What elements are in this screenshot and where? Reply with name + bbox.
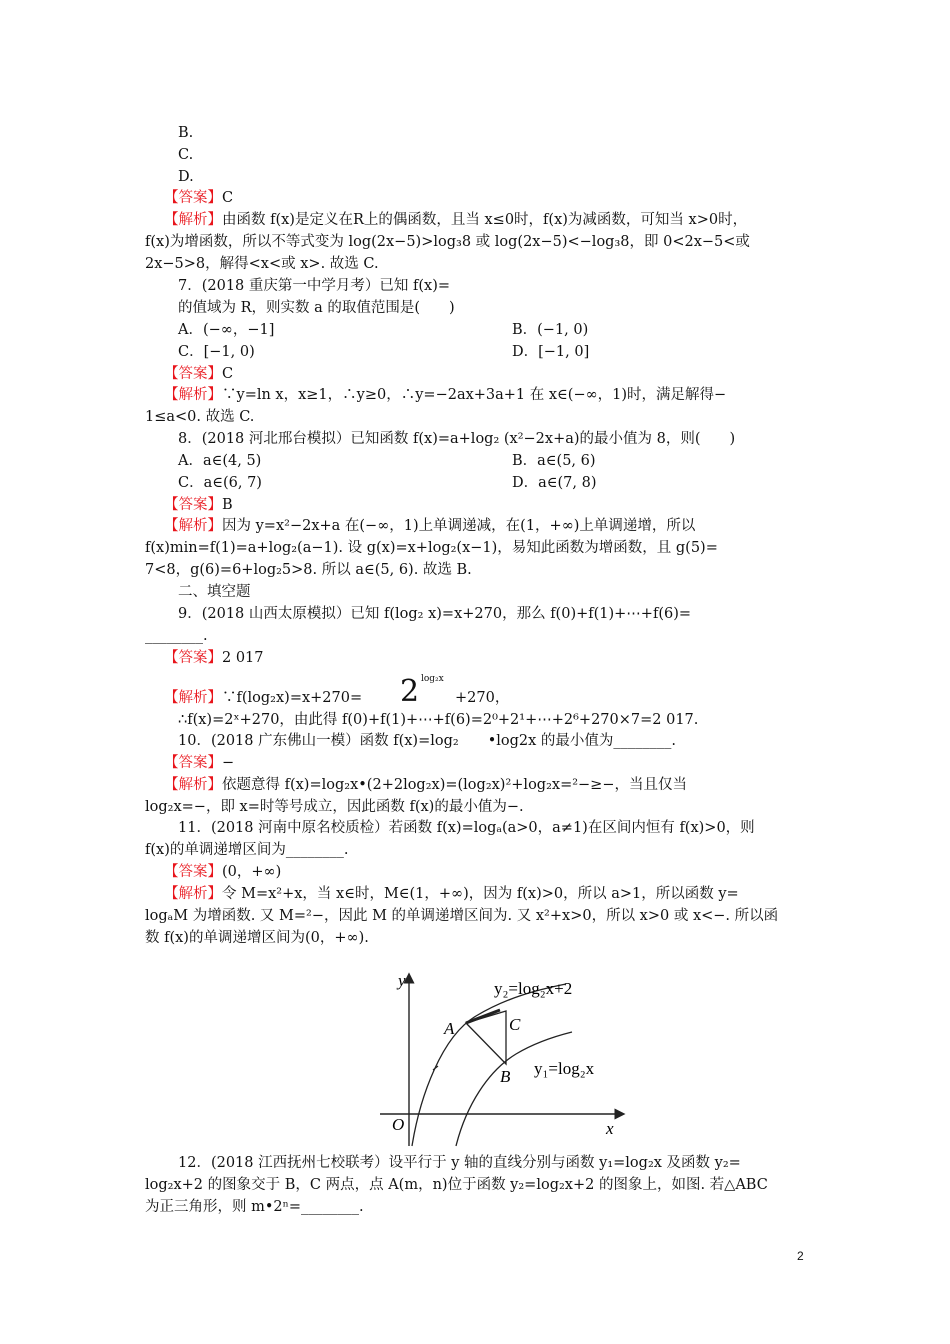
analysis-11-line2: logₐM 为增函数. 又 M=²−，因此 M 的单调递增区间为. 又 x²+x>0，所以 x>0 或 x<−. 所以函 bbox=[145, 908, 779, 924]
analysis-8-line2: f(x)min=f(1)=a+log₂(a−1). 设 g(x)=x+log₂(x−1)，易知此函数为增函数，且 g(5)= bbox=[145, 540, 718, 556]
point-c-label: C bbox=[509, 1015, 521, 1034]
x-axis-label: x bbox=[606, 1119, 614, 1138]
option-d-line: D. bbox=[178, 169, 194, 185]
label-tag: 【答案】 bbox=[164, 755, 222, 771]
analysis-6-line2: f(x)为增函数，所以不等式变为 log(2x−5)>log₃8 或 log(2x−5)<−log₃8，即 0<2x−5<或 bbox=[145, 234, 750, 250]
power-base: 2 bbox=[400, 674, 420, 709]
analysis-8-line1: 【解析】因为 y=x²−2x+a 在(−∞，1)上单调递减，在(1，+∞)上单调递增，所以 bbox=[164, 518, 696, 534]
curve-y1-label: y₁=log₂x bbox=[534, 1059, 595, 1078]
q7-option-c: C．[−1, 0) bbox=[178, 344, 255, 360]
answer-11: 【答案】(0，+∞) bbox=[164, 864, 282, 880]
curve-y1 bbox=[456, 1032, 572, 1146]
analysis-7-line1: 【解析】∵y=ln x，x≥1，∴y≥0，∴y=−2ax+3a+1 在 x∈(−∞，1)时，满足解得− bbox=[164, 387, 727, 403]
analysis-6-line3: 2x−5>8，解得<x<或 x>. 故选 C. bbox=[145, 256, 379, 272]
origin-label: O bbox=[392, 1115, 405, 1134]
label-tag: 【答案】 bbox=[164, 497, 222, 513]
q7-option-d: D．[−1, 0] bbox=[512, 344, 590, 360]
label-tag: 【解析】 bbox=[164, 886, 222, 902]
q7-option-a: A．(−∞，−1] bbox=[178, 322, 275, 338]
question-7-stem: 7．(2018 重庆第一中学月考）已知 f(x)= bbox=[178, 278, 451, 294]
answer-9: 【答案】2 017 bbox=[164, 650, 264, 666]
analysis-11-line3: 数 f(x)的单调递增区间为(0，+∞). bbox=[145, 930, 369, 946]
analysis-11-line1: 【解析】令 M=x²+x，当 x∈时，M∈(1，+∞)，因为 f(x)>0，所以 a>1，所以函数 y= bbox=[164, 886, 739, 902]
label-tag: 【答案】 bbox=[164, 864, 222, 880]
analysis-6-line1: 【解析】由函数 f(x)是定义在R上的偶函数，且当 x≤0时，f(x)为减函数，可知当 x>0时， bbox=[164, 212, 748, 228]
y-axis-label: y bbox=[398, 971, 406, 990]
q8-option-c: C．a∈(6, 7) bbox=[178, 475, 262, 491]
power-exponent: log₂x bbox=[421, 674, 444, 684]
label-tag: 【解析】 bbox=[164, 777, 222, 793]
point-a-label: A bbox=[444, 1019, 455, 1038]
analysis-9-line2: ∴f(x)=2ˣ+270，由此得 f(0)+f(1)+⋯+f(6)=2⁰+2¹+⋯+2⁶+270×7=2 017. bbox=[178, 712, 699, 728]
analysis-7-line2: 1≤a<0. 故选 C. bbox=[145, 409, 255, 425]
q8-option-d: D．a∈(7, 8) bbox=[512, 475, 597, 491]
q8-option-a: A．a∈(4, 5) bbox=[178, 453, 262, 469]
analysis-10-line1: 【解析】依题意得 f(x)=log₂x•(2+2log₂x)=(log₂x)²+log₂x=²−≥−，当且仅当 bbox=[164, 777, 687, 793]
answer-8: 【答案】B bbox=[164, 497, 233, 513]
label-tag: 【解析】 bbox=[164, 690, 222, 706]
label-tag: 【答案】 bbox=[164, 190, 222, 206]
label-tag: 【解析】 bbox=[164, 387, 222, 403]
point-b-label: B bbox=[500, 1067, 511, 1086]
analysis-10-line2: log₂x=−，即 x=时等号成立，因此函数 f(x)的最小值为−. bbox=[145, 799, 524, 815]
answer-10: 【答案】− bbox=[164, 755, 235, 771]
option-b-line: B. bbox=[178, 125, 194, 141]
question-12-stem3: 为正三角形，则 m•2ⁿ=________. bbox=[145, 1199, 364, 1215]
curve-y2-label: y₂=log₂x+2 bbox=[494, 979, 573, 998]
label-tag: 【答案】 bbox=[164, 650, 222, 666]
question-9-blank: ________. bbox=[145, 628, 208, 644]
q7-option-b: B．(−1, 0) bbox=[512, 322, 589, 338]
answer-7: 【答案】C bbox=[164, 366, 234, 382]
analysis-9-tail: +270， bbox=[455, 690, 510, 706]
question-11-stem: 11．(2018 河南中原名校质检）若函数 f(x)=logₐ(a>0，a≠1)在区间内恒有 f(x)>0，则 bbox=[178, 820, 755, 836]
answer-6: 【答案】C bbox=[164, 190, 234, 206]
label-tag: 【解析】 bbox=[164, 212, 222, 228]
label-tag: 【答案】 bbox=[164, 366, 222, 382]
option-c-line: C. bbox=[178, 147, 194, 163]
question-9-stem: 9．(2018 山西太原模拟）已知 f(log₂ x)=x+270，那么 f(0)+f(1)+⋯+f(6)= bbox=[178, 606, 692, 622]
question-12-stem: 12．(2018 江西抚州七校联考）设平行于 y 轴的直线分别与函数 y₁=log₂x 及函数 y₂= bbox=[178, 1155, 741, 1171]
analysis-8-line3: 7<8，g(6)=6+log₂5>8. 所以 a∈(5, 6). 故选 B. bbox=[145, 562, 472, 578]
q8-option-b: B．a∈(5, 6) bbox=[512, 453, 596, 469]
analysis-9-line1: 【解析】∵f(log₂x)=x+270= bbox=[164, 690, 363, 706]
section-heading-fill-in: 二、填空题 bbox=[178, 584, 251, 600]
page-number: 2 bbox=[797, 1249, 804, 1263]
question-7-stem2: 的值域为 R，则实数 a 的取值范围是( ) bbox=[178, 300, 455, 316]
label-tag: 【解析】 bbox=[164, 518, 222, 534]
log-graph-figure bbox=[376, 966, 632, 1152]
question-11-stem2: f(x)的单调递增区间为________. bbox=[145, 842, 349, 858]
question-8-stem: 8．(2018 河北邢台模拟）已知函数 f(x)=a+log₂ (x²−2x+a)的最小值为 8，则( ) bbox=[178, 431, 736, 447]
question-10-stem: 10．(2018 广东佛山一模）函数 f(x)=log₂ •log2x 的最小值为________. bbox=[178, 733, 677, 749]
question-12-stem2: log₂x+2 的图象交于 B，C 两点，点 A(m，n)位于函数 y₂=log₂x+2 的图象上，如图. 若△ABC bbox=[145, 1177, 768, 1193]
